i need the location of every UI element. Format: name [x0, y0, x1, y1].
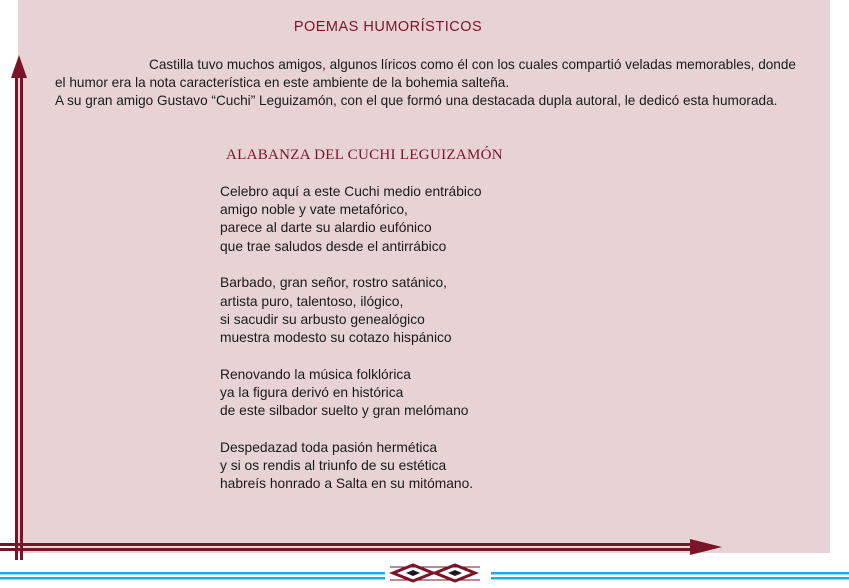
page-title: POEMAS HUMORÍSTICOS: [293, 19, 483, 35]
poem-body: [220, 183, 482, 512]
poem-line: si sacudir su arbusto genealógico: [220, 311, 425, 327]
poem-line: Despedazad toda pasión hermética: [220, 440, 438, 456]
intro-text: [55, 56, 796, 110]
poem-line: muestra modesto su cotazo hispánico: [220, 330, 452, 346]
poem-line: que trae saludos desde el antirrábico: [220, 238, 447, 254]
poem-line: de este silbador suelto y gran melómano: [220, 403, 469, 419]
poem-stanza: [220, 439, 482, 494]
poem-stanza: [220, 274, 482, 347]
poem-line: y si os rendis al triunfo de su estética: [220, 458, 447, 474]
footer-rule: [0, 563, 849, 588]
poem-line: habreís honrado a Salta en su mitómano.: [220, 476, 474, 492]
poem-line: Renovando la música folklórica: [220, 366, 411, 382]
poem-line: ya la figura derivó en histórica: [220, 385, 404, 401]
poem-line: Barbado, gran señor, rostro satánico,: [220, 275, 448, 291]
poem-title: ALABANZA DEL CUCHI LEGUIZAMÓN: [226, 147, 503, 163]
diamond-ornament-icon: [390, 565, 480, 581]
poem-line: artista puro, talentoso, ilógico,: [220, 293, 404, 309]
poem-line: amigo noble y vate metafórico,: [220, 202, 408, 218]
poem-line: parece al darte su alardio eufónico: [220, 220, 432, 236]
intro-paragraph: A su gran amigo Gustavo “Cuchi” Leguizamón, con el que formó una destacada dupla autoral, le dedicó esta humorada.: [55, 93, 778, 108]
intro-paragraph: Castilla tuvo muchos amigos, algunos líricos como él con los cuales compartió veladas memorables, donde el humor era la nota característica en este ambiente de la bohemia salteña.: [55, 57, 796, 90]
poem-stanza: [220, 183, 482, 256]
poem-stanza: [220, 366, 482, 421]
poem-line: Celebro aquí a este Cuchi medio entrábico: [220, 184, 482, 199]
